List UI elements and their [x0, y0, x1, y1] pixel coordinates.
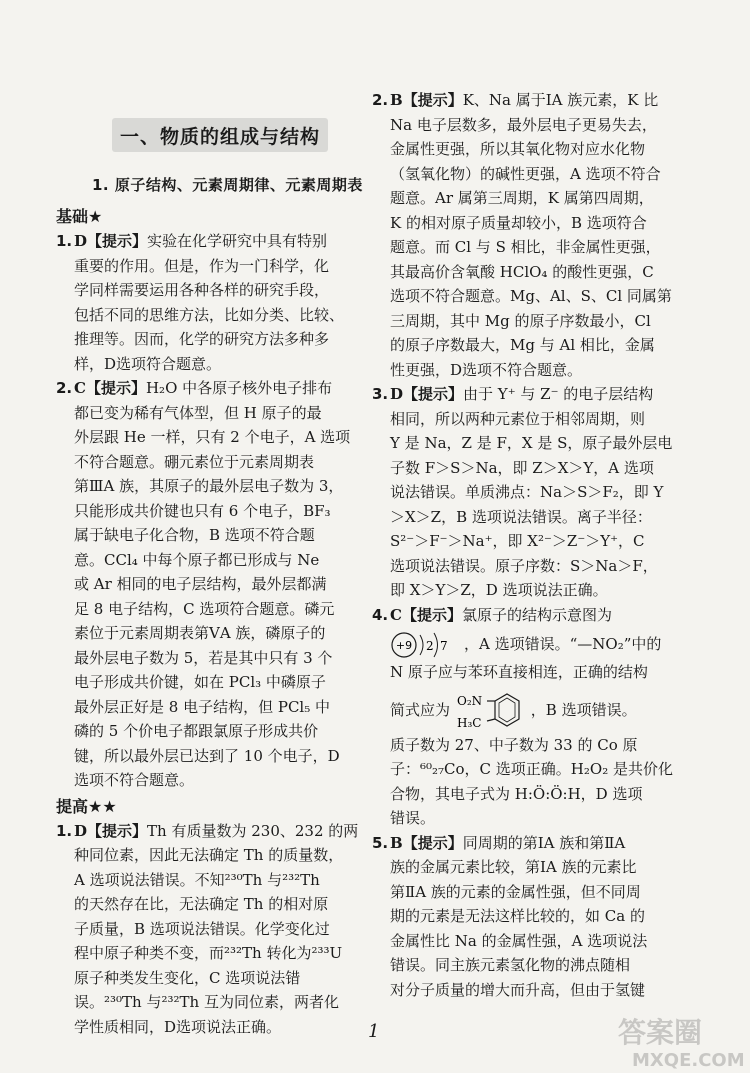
page-number: 1	[368, 1021, 380, 1042]
text-line: 题意。而 Cl 与 S 相比，非金属性更强，	[390, 238, 661, 256]
text-line: 三周期，其中 Mg 的原子序数最小，Cl	[390, 311, 651, 330]
text-line: 选项说法错误。原子序数：S＞Na＞F，	[390, 556, 658, 575]
item-number: 4.	[372, 605, 389, 624]
text-line: Y 是 Na，Z 是 F，X 是 S，原子最外层电	[390, 434, 673, 452]
text-line: 期的元素是无法这样比较的，如 Ca 的	[390, 907, 645, 925]
answer-letter: C	[390, 605, 402, 624]
item-number: 1.	[56, 821, 73, 840]
text-line: Th 有质量数为 230、232 的两	[147, 821, 359, 840]
text-line: A 选项说法错误。不知²³⁰Th 与²³²Th	[74, 870, 320, 889]
subsection-title: 1. 原子结构、元素周期律、元素周期表	[92, 176, 363, 194]
watermark-url: MXQE.COM	[632, 1050, 745, 1070]
hint-label: 【提示】	[87, 821, 148, 840]
item-number: 2.	[372, 91, 389, 109]
text-line: 族的金属元素比较，第ⅠA 族的元素比	[390, 858, 637, 876]
text-line: 金属性更强，所以其氧化物对应水化物	[390, 140, 646, 158]
right-column	[372, 88, 690, 1002]
answer-item-advanced-1	[56, 819, 374, 1040]
text-line: 选项不符合题意。	[74, 771, 195, 789]
text-line: 包括不同的思维方法，比如分类、比较、	[74, 305, 345, 324]
hint-label: 【提示】	[402, 833, 463, 852]
answer-letter: C	[74, 379, 86, 397]
text-line: 磷的 5 个价电子都跟氯原子形成共价	[74, 722, 319, 740]
text-line: 第ⅡA 族的元素的金属性强，但不同周	[390, 882, 641, 901]
text-line: 相同，所以两种元素位于相邻周期，则	[390, 409, 646, 428]
text-line: 的天然存在比，无法确定 Th 的相对原	[74, 895, 329, 913]
text-line: 种同位素，因此无法确定 Th 的质量数，	[74, 846, 344, 864]
text-line: 只能形成共价键也只有 6 个电子，BF₃	[74, 501, 331, 520]
text-line: 题意。Ar 属第三周期，K 属第四周期，	[390, 189, 654, 207]
text-line: 推理等。因而，化学的研究方法多种多	[74, 330, 330, 348]
text-line: K 的相对原子质量却较小，B 选项符合	[390, 213, 647, 232]
text-line: 属于缺电子化合物，B 选项不符合题	[74, 526, 315, 544]
hint-label: 【提示】	[402, 91, 463, 109]
answer-item-4	[372, 603, 690, 831]
watermark-logo	[612, 1012, 748, 1070]
section-title: 一、物质的组成与结构	[112, 118, 328, 152]
text-line: 第ⅢA 族，其原子的最外层电子数为 3，	[74, 477, 344, 495]
text-line: 子质量，B 选项说法错误。化学变化过	[74, 919, 330, 938]
text-line: 性更强，D选项不符合题意。	[390, 360, 583, 379]
answer-letter: D	[74, 232, 88, 250]
text-line: 键，所以最外层已达到了 10 个电子，D	[74, 746, 340, 765]
text-line: 学性质相同，D选项说法正确。	[74, 1017, 282, 1036]
atom-nucleus-label: +9	[395, 639, 413, 652]
item4-line6: 子：⁶⁰₂₇Co，C 选项正确。H₂O₂ 是共价化	[390, 760, 673, 778]
text-line: 由于 Y⁺ 与 Z⁻ 的电子层结构	[463, 385, 654, 403]
item4-line2: ，A 选项错误。“—NO₂”中的	[464, 635, 662, 653]
text-line: 电子形成共价键，如在 PCl₃ 中磷原子	[74, 673, 326, 691]
item-number: 5.	[372, 833, 389, 852]
answer-item-2	[372, 88, 690, 382]
item-number: 3.	[372, 385, 389, 403]
answer-item-basic-1	[56, 229, 374, 376]
text-line: 说法错误。单质沸点：Na＞S＞F₂，即 Y	[390, 483, 664, 501]
answer-letter: B	[390, 91, 403, 109]
text-line: 意。CCl₄ 中每个原子都已形成与 Ne	[74, 550, 320, 569]
hint-label: 【提示】	[401, 605, 462, 624]
item4-line3: N 原子应与苯环直接相连，正确的结构	[390, 663, 648, 681]
level-advanced-heading: 提高★★	[56, 796, 117, 816]
text-line: 其最高价含氧酸 HClO₄ 的酸性更强，C	[390, 262, 654, 281]
atom-shell2-label: 7	[440, 639, 448, 653]
text-line: 即 X＞Y＞Z，D 选项说法正确。	[390, 581, 608, 599]
text-line: 足 8 电子结构，C 选项符合题意。磷元	[74, 599, 335, 618]
text-line: 子数 F＞S＞Na，即 Z＞X＞Y，A 选项	[390, 458, 654, 477]
text-line: 素位于元素周期表第ⅤA 族，磷原子的	[74, 624, 326, 642]
answer-letter: D	[74, 821, 88, 840]
chlorine-atom-diagram	[390, 630, 464, 660]
text-line: 最外层电子数为 5，若是其中只有 3 个	[74, 648, 333, 667]
struct-top-group: O₂N	[456, 693, 482, 708]
watermark-text: 答案圈	[618, 1016, 703, 1049]
text-line: S²⁻＞F⁻＞Na⁺，即 X²⁻＞Z⁻＞Y⁺，C	[390, 532, 645, 550]
hint-label: 【提示】	[87, 232, 148, 250]
answer-letter: D	[390, 385, 404, 403]
text-line: 同周期的第ⅠA 族和第ⅡA	[462, 833, 626, 852]
text-line: 错误。同主族元素氢化物的沸点随相	[390, 956, 631, 974]
answer-letter: B	[390, 833, 403, 852]
item4-line8: 错误。	[390, 809, 436, 827]
level-basic-heading: 基础★	[56, 207, 103, 226]
answer-item-3	[372, 382, 690, 603]
hint-label: 【提示】	[85, 379, 146, 397]
item-number: 2.	[56, 379, 73, 397]
text-line: 金属性比 Na 的金属性强，A 选项说法	[390, 931, 648, 950]
item4-line1: 氯原子的结构示意图为	[461, 605, 612, 624]
item4-line4-pre: 简式应为	[390, 700, 451, 719]
item4-line7: 合物，其电子式为 H:Ö:Ö:H，D 选项	[390, 784, 643, 803]
text-line: ＞X＞Z，B 选项说法错误。离子半径：	[390, 507, 652, 526]
atom-shell1-label: 2	[426, 639, 434, 653]
text-line: 或 Ar 相同的电子层结构，最外层都满	[74, 575, 327, 593]
struct-bottom-group: H₃C	[456, 715, 482, 730]
item4-line5: 质子数为 27、中子数为 33 的 Co 原	[390, 735, 638, 754]
item-number: 1.	[56, 232, 73, 250]
text-line: 原子种类发生变化，C 选项说法错	[74, 968, 301, 987]
text-line: 外层跟 He 一样，只有 2 个电子，A 选项	[74, 428, 351, 446]
text-line: 最外层正好是 8 电子结构，但 PCl₅ 中	[74, 697, 330, 716]
text-line: 的原子序数最大，Mg 与 Al 相比，金属	[390, 336, 655, 354]
left-column	[56, 205, 374, 1039]
text-line: 样，D选项符合题意。	[74, 354, 222, 373]
text-line: 都已变为稀有气体型，但 H 原子的最	[74, 403, 322, 422]
text-line: Na 电子层数多，最外层电子更易失去，	[390, 115, 657, 134]
text-line: （氢氧化物）的碱性更强，A 选项不符合	[390, 164, 661, 183]
item4-line4-post: ，B 选项错误。	[530, 700, 637, 719]
text-line: 实验在化学研究中具有特别	[147, 232, 328, 250]
answer-item-5	[372, 831, 690, 1003]
text-line: 对分子质量的增大而升高，但由于氢键	[390, 980, 646, 999]
text-line: 学同样需要运用各种各样的研究手段，	[74, 281, 330, 299]
text-line: 重要的作用。但是，作为一门科学，化	[74, 256, 330, 275]
text-line: H₂O 中各原子核外电子排布	[145, 379, 333, 397]
text-line: 误。²³⁰Th 与²³²Th 互为同位素，两者化	[74, 993, 339, 1011]
text-line: 程中原子种类不变，而²³²Th 转化为²³³U	[74, 944, 343, 962]
answer-item-basic-2	[56, 376, 374, 793]
text-line: K、Na 属于ⅠA 族元素，K 比	[462, 91, 659, 109]
text-line: 选项不符合题意。Mg、Al、S、Cl 同属第	[390, 287, 672, 305]
hint-label: 【提示】	[403, 385, 464, 403]
nitrotoluene-structure	[455, 689, 531, 733]
text-line: 不符合题意。硼元素位于元素周期表	[74, 452, 315, 471]
